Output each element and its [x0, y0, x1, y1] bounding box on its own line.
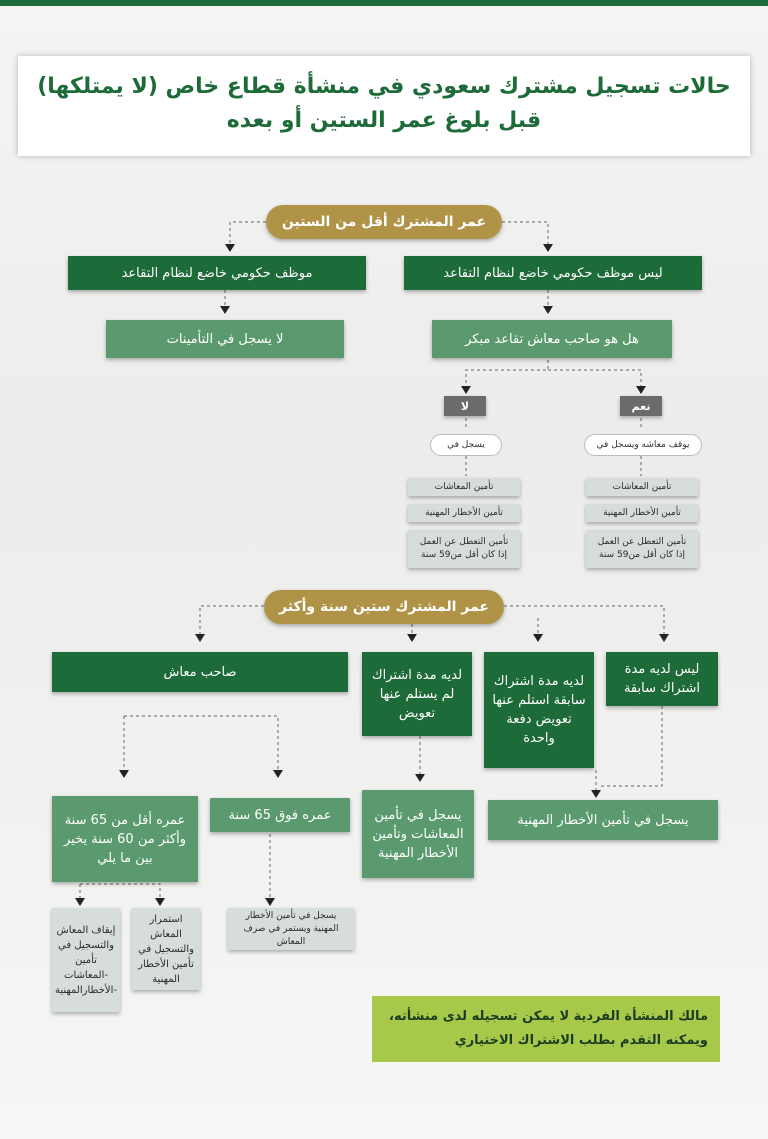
not-gov-employee-box: ليس موظف حكومي خاضع لنظام التقاعد	[404, 256, 702, 290]
over-60-heading: عمر المشترك ستين سنة وأكثر	[264, 590, 504, 624]
no-tag: لا	[444, 396, 486, 416]
yes-branch-intro: يوقف معاشه ويسجل في	[584, 434, 702, 456]
no-branch-item-pensions: تأمين المعاشات	[408, 478, 520, 496]
no-branch-item-occupational: تأمين الأخطار المهنية	[408, 504, 520, 522]
under-60-heading: عمر المشترك أقل من الستين	[266, 205, 502, 239]
age-over65-box: عمره فوق 65 سنة	[210, 798, 350, 832]
yes-branch-item-occupational: تأمين الأخطار المهنية	[586, 504, 698, 522]
early-pension-question-box: هل هو صاحب معاش تقاعد مبكر	[432, 320, 672, 358]
prior-lump-sum-box: لديه مدة اشتراك سابقة استلم عنها تعويض دفعة واحدة	[484, 652, 594, 768]
option-stop-box: إيقاف المعاش والتسجيل في تأمين -المعاشات -الأخطارالمهنية	[52, 908, 120, 1012]
no-prior-box: ليس لديه مدة اشتراك سابقة	[606, 652, 718, 706]
yes-branch-item-unemployment	[586, 530, 698, 568]
prior-no-comp-box: لديه مدة اشتراك لم يستلم عنها تعويض	[362, 652, 472, 736]
age-60-65-box: عمره أقل من 65 سنة وأكثر من 60 سنة يخير بين ما يلي	[52, 796, 198, 882]
yes-branch-unemployment-line2: إذا كان أقل من59 سنة	[599, 550, 685, 560]
not-registered-box: لا يسجل في التأمينات	[106, 320, 344, 358]
footnote-box	[372, 996, 720, 1062]
register-pension-occupational-box: يسجل في تأمين المعاشات وتأمين الأخطار المهنية	[362, 790, 474, 878]
no-branch-item-unemployment	[408, 530, 520, 568]
register-occupational-box: يسجل في تأمين الأخطار المهنية	[488, 800, 718, 840]
yes-branch-unemployment-line1: تأمين التعطل عن العمل	[597, 537, 687, 547]
yes-branch-item-pensions: تأمين المعاشات	[586, 478, 698, 496]
no-branch-intro: يسجل في	[430, 434, 502, 456]
page-title-line2: قبل بلوغ عمر الستين أو بعده	[226, 108, 542, 133]
pensioner-box: صاحب معاش	[52, 652, 348, 692]
footnote-line1: مالك المنشأة الفردية لا يمكن تسجيله لدى منشأته،	[389, 1009, 708, 1024]
option-continue-box: استمرار المعاش والتسجيل في تأمين الأخطار المهنية	[132, 908, 200, 990]
footnote-line2: ويمكنه التقدم بطلب الاشتراك الاختياري	[454, 1033, 708, 1048]
yes-tag: نعم	[620, 396, 662, 416]
gov-employee-box: موظف حكومي خاضع لنظام التقاعد	[68, 256, 366, 290]
page-title-line1: حالات تسجيل مشترك سعودي في منشأة قطاع خاص (لا يمتلكها)	[37, 74, 731, 99]
over65-result-box: يسجل في تأمين الأخطار المهنية ويستمر في صرف المعاش	[228, 908, 354, 950]
no-branch-unemployment-line2: إذا كان أقل من59 سنة	[421, 550, 507, 560]
no-branch-unemployment-line1: تأمين التعطل عن العمل	[419, 537, 509, 547]
